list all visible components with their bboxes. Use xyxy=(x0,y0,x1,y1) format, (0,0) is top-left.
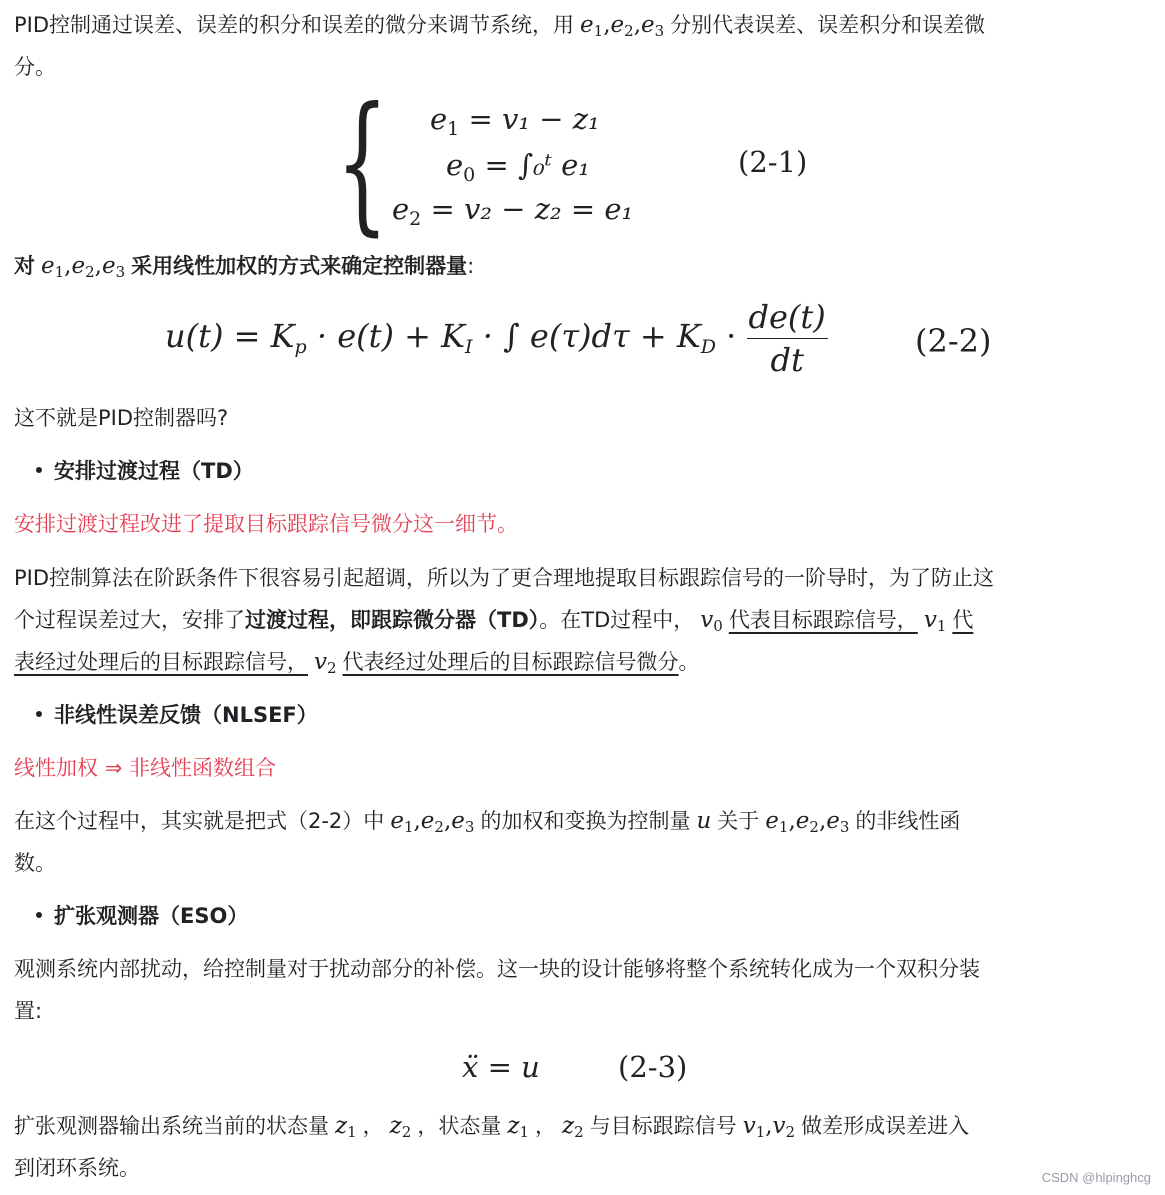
eq-2-1-row-2: $e_0$ = ∫₀ᵗ e₁ xyxy=(446,148,590,186)
math-z2: $z_2$ xyxy=(562,1113,584,1141)
eso-heading: 扩张观测器（ESO） xyxy=(36,895,248,937)
bullet-icon xyxy=(36,912,42,918)
td-paragraph-line-2: 个过程误差过大，安排了过渡过程，即跟踪微分器（TD）。在TD过程中， $v_0$ 代表目标跟踪信号， $v_1$ 代 xyxy=(14,607,974,635)
math-e1-e2-e3: $e_1,e_2,e_3$ xyxy=(580,12,665,40)
eso-paragraph-line-1: 观测系统内部扰动，给控制量对于扰动部分的补偿。这一块的设计能够将整个系统转化成为一个双积分装 xyxy=(14,957,980,981)
math-v2: $v_2$ xyxy=(314,649,337,677)
td-highlight: 安排过渡过程改进了提取目标跟踪信号微分这一细节。 xyxy=(14,512,518,536)
question-text: 这不就是PID控制器吗? xyxy=(14,406,229,430)
math-v1-v2: $v_1,v_2$ xyxy=(742,1113,796,1141)
math-v0: $v_0$ xyxy=(700,607,723,635)
math-e1-e2-e3: $e_1,e_2,e_3$ xyxy=(41,253,126,281)
intro-text: PID控制通过误差、误差的积分和误差的微分来调节系统，用 xyxy=(14,13,575,37)
weighting-line: 对 $e_1,e_2,e_3$ 采用线性加权的方式来确定控制器量: xyxy=(14,253,475,281)
implies-arrow-icon: ⇒ xyxy=(104,756,123,780)
eq-2-1-row-1: $e_1 = v_1 - z_1$ xyxy=(430,102,600,140)
td-paragraph-line-3: 表经过处理后的目标跟踪信号， $v_2$ 代表经过处理后的目标跟踪信号微分。 xyxy=(14,649,700,677)
math-u: u xyxy=(696,808,712,834)
intro-line-1 xyxy=(14,4,985,52)
left-brace-icon: { xyxy=(336,76,389,250)
td-paragraph-line-1: PID控制算法在阶跃条件下很容易引起超调，所以为了更合理地提取目标跟踪信号的一阶导时，为了防止这 xyxy=(14,566,995,590)
math-e1-e2-e3: $e_1,e_2,e_3$ xyxy=(765,808,850,836)
equation-2-3: ẍ = u xyxy=(462,1050,540,1084)
math-z1: $z_1$ xyxy=(507,1113,530,1141)
intro-text-b: 分别代表误差、误差积分和误差微 xyxy=(670,13,986,37)
watermark: CSDN @hlpinghcg xyxy=(1041,1170,1151,1185)
math-z2: $z_2$ xyxy=(389,1113,412,1141)
eso-paragraph-line-4: 到闭环系统。 xyxy=(14,1156,140,1180)
eq-2-3-label: (2-3) xyxy=(618,1050,688,1084)
td-heading: 安排过渡过程（TD） xyxy=(36,450,254,492)
math-v1: $v_1$ xyxy=(923,607,947,635)
intro-line-2: 分。 xyxy=(14,55,56,79)
bullet-icon xyxy=(36,711,42,717)
eq-2-2-label: (2-2) xyxy=(915,322,992,360)
eq-2-1-row-3: $e_2 = v_2 - z_2 = e_1$ xyxy=(392,192,634,230)
nlsef-highlight: 线性加权 ⇒ 非线性函数组合 xyxy=(14,756,276,780)
nlsef-heading: 非线性误差反馈（NLSEF） xyxy=(36,694,318,736)
nlsef-paragraph-line-1: 在这个过程中，其实就是把式（2-2）中 $e_1,e_2,e_3$ 的加权和变换为控制量 u 关于 $e_1,e_2,e_3$ 的非线性函 xyxy=(14,808,961,836)
bullet-icon xyxy=(36,467,42,473)
equation-2-2: $u(t) = K_p \cdot e(t) + K_I$ · ∫ $e(\tau)d\tau + K_D$ · $\frac{de(t)}{dt}$ xyxy=(165,298,826,379)
nlsef-paragraph-line-2: 数。 xyxy=(14,851,56,875)
eq-2-1-label: (2-1) xyxy=(738,145,808,179)
eso-paragraph-line-3: 扩张观测器输出系统当前的状态量 $z_1$ ， $z_2$ ，状态量 $z_1$ ， $z_2$ 与目标跟踪信号 $v_1,v_2$ 做差形成误差进入 xyxy=(14,1113,970,1141)
eso-paragraph-line-2: 置: xyxy=(14,999,43,1023)
math-z1: $z_1$ xyxy=(335,1113,357,1141)
derivative-fraction: $\frac{de(t)}{dt}$ xyxy=(748,298,826,379)
math-e1-e2-e3: $e_1,e_2,e_3$ xyxy=(390,808,475,836)
